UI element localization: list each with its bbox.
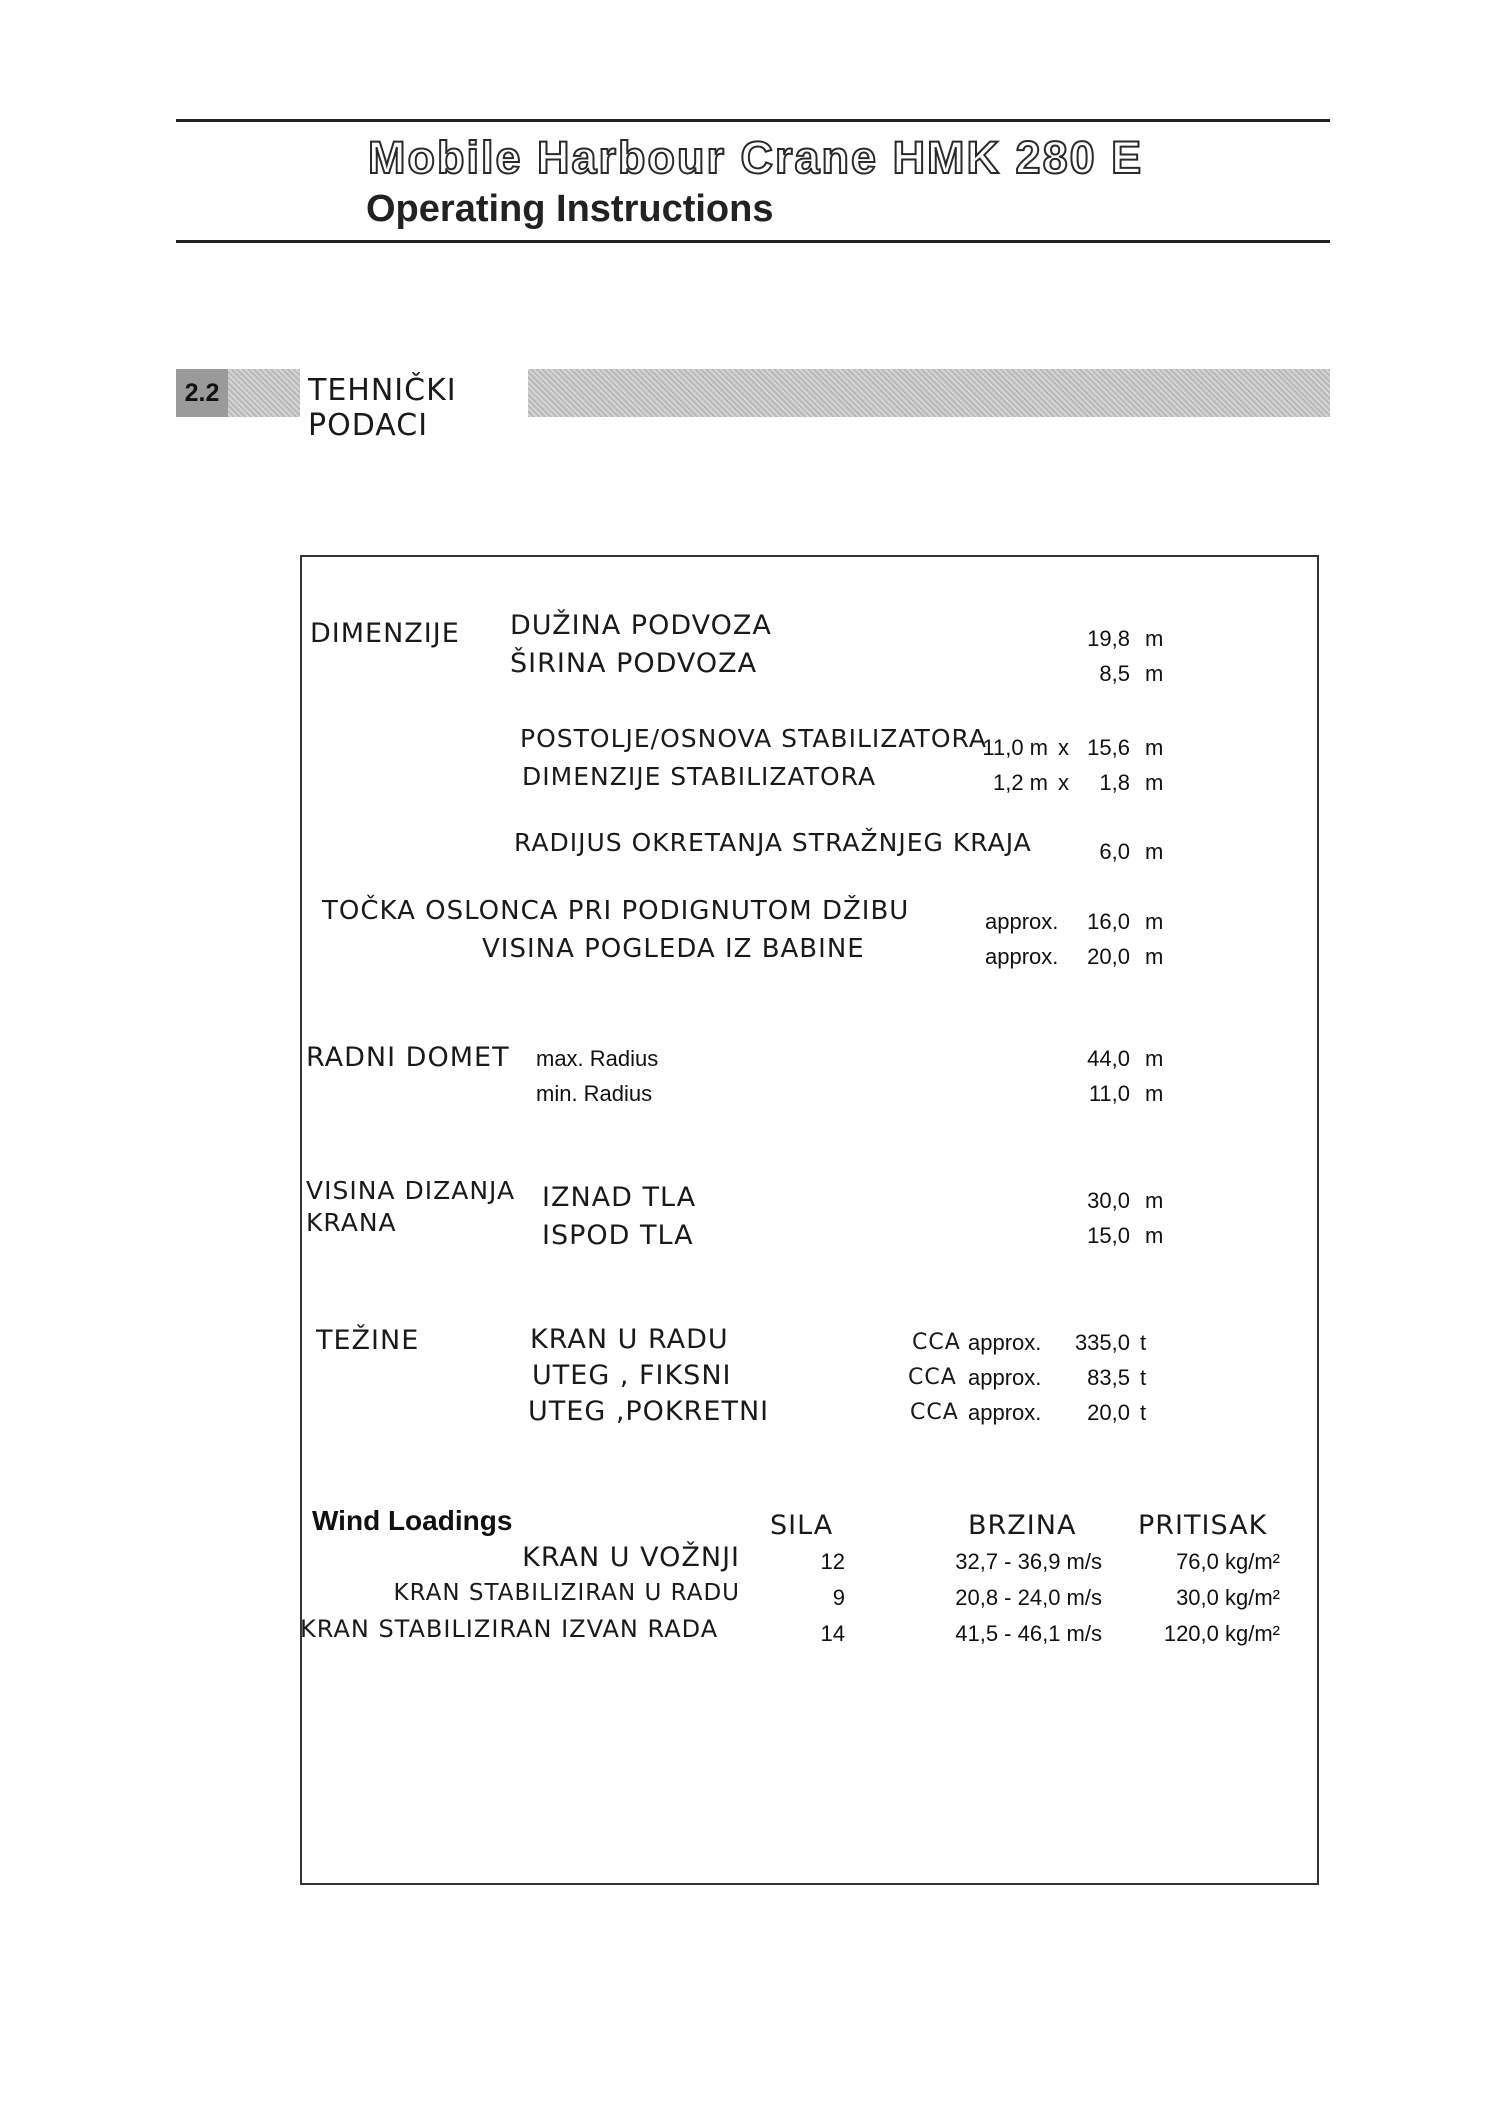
row-label: KRAN U RADU [530,1324,729,1355]
header-top-rule [176,119,1330,122]
row-cca: CCA [910,1400,959,1425]
row-label: ŠIRINA PODVOZA [510,648,758,679]
row-value: 20,0 [1087,1400,1130,1425]
wind-row-label: KRAN STABILIZIRAN IZVAN RADA [300,1615,719,1643]
row-unit: t [1140,1330,1147,1355]
wind-row-pressure: 120,0 kg/m² [1163,1621,1280,1646]
group-label-lifting-height-2: KRANA [306,1208,397,1237]
group-label-lifting-height: VISINA DIZANJA [306,1176,516,1205]
row-value: 8,5 [1099,661,1130,686]
row-unit: m [1145,661,1164,686]
row-prefix: approx. [968,1365,1042,1390]
wind-row-force: 12 [820,1549,845,1574]
section-number: 2.2 [176,369,228,417]
row-label: UTEG ,POKRETNI [528,1396,770,1427]
group-label-dimensions: DIMENZIJE [310,618,460,649]
row-unit: t [1140,1400,1147,1425]
row-label: VISINA POGLEDA IZ BABINE [482,934,865,964]
document-subtitle: Operating Instructions [366,188,774,230]
row-value-a: 1,2 m [992,770,1048,795]
row-unit: m [1145,735,1164,760]
row-unit: t [1140,1365,1147,1390]
group-label-weights: TEŽINE [316,1325,420,1356]
row-value: 44,0 [1087,1046,1130,1071]
wind-row-force: 14 [820,1621,845,1646]
wind-row-speed: 32,7 - 36,9 m/s [955,1549,1102,1574]
row-unit: m [1145,1223,1164,1248]
row-value: 335,0 [1074,1330,1130,1355]
row-unit: m [1145,1188,1164,1213]
row-unit: m [1145,839,1164,864]
header-bottom-rule [176,240,1330,243]
wind-row-pressure: 30,0 kg/m² [1176,1585,1280,1610]
row-unit: m [1145,944,1164,969]
row-value: 16,0 [1087,909,1130,934]
row-label: TOČKA OSLONCA PRI PODIGNUTOM DŽIBU [322,896,910,926]
row-label: ISPOD TLA [542,1220,694,1251]
wind-row-pressure: 76,0 kg/m² [1176,1549,1280,1574]
row-label: min. Radius [536,1081,653,1106]
row-value: 19,8 [1087,626,1130,651]
wind-loadings-title: Wind Loadings [312,1505,513,1536]
row-value: 1,8 [1099,770,1130,795]
wind-row-label: KRAN U VOŽNJI [522,1542,740,1573]
row-prefix: approx. [968,1330,1042,1355]
row-value-a: 11,0 m [982,735,1048,760]
row-prefix: approx. [985,909,1059,934]
row-value: 20,0 [1087,944,1130,969]
row-times: x [1058,735,1069,760]
wind-col-force: SILA [770,1510,834,1541]
wind-row-label: KRAN STABILIZIRAN U RADU [393,1580,740,1606]
row-label: DIMENZIJE STABILIZATORA [522,762,877,791]
row-label: POSTOLJE/OSNOVA STABILIZATORA [520,724,987,753]
row-value: 15,0 [1087,1223,1130,1248]
row-prefix: approx. [985,944,1059,969]
row-value: 6,0 [1099,839,1130,864]
wind-col-speed: BRZINA [968,1510,1077,1541]
row-unit: m [1145,1081,1164,1106]
row-unit: m [1145,1046,1164,1071]
section-heading-box [300,369,528,443]
row-label: IZNAD TLA [542,1182,697,1213]
document-title: Mobile Harbour Crane HMK 280 E [368,132,1144,183]
row-label: RADIJUS OKRETANJA STRAŽNJEG KRAJA [514,828,1032,857]
row-label: DUŽINA PODVOZA [510,610,772,641]
row-label: max. Radius [536,1046,659,1071]
row-unit: m [1145,626,1164,651]
section-heading: TEHNIČKI PODACI [308,373,457,443]
row-cca: CCA [912,1330,961,1355]
row-value: 11,0 [1088,1081,1130,1106]
row-cca: CCA [908,1365,957,1390]
wind-row-speed: 41,5 - 46,1 m/s [955,1621,1102,1646]
row-times: x [1058,770,1069,795]
row-unit: m [1145,909,1164,934]
row-unit: m [1145,770,1164,795]
row-value: 15,6 [1087,735,1130,760]
row-value: 83,5 [1087,1365,1130,1390]
wind-row-force: 9 [832,1585,845,1610]
wind-row-speed: 20,8 - 24,0 m/s [955,1585,1102,1610]
row-label: UTEG , FIKSNI [532,1360,732,1391]
row-prefix: approx. [968,1400,1042,1425]
technical-data-box [300,555,1319,1885]
group-label-outreach: RADNI DOMET [306,1042,510,1073]
row-value: 30,0 [1087,1188,1130,1213]
wind-col-pressure: PRITISAK [1138,1510,1268,1541]
